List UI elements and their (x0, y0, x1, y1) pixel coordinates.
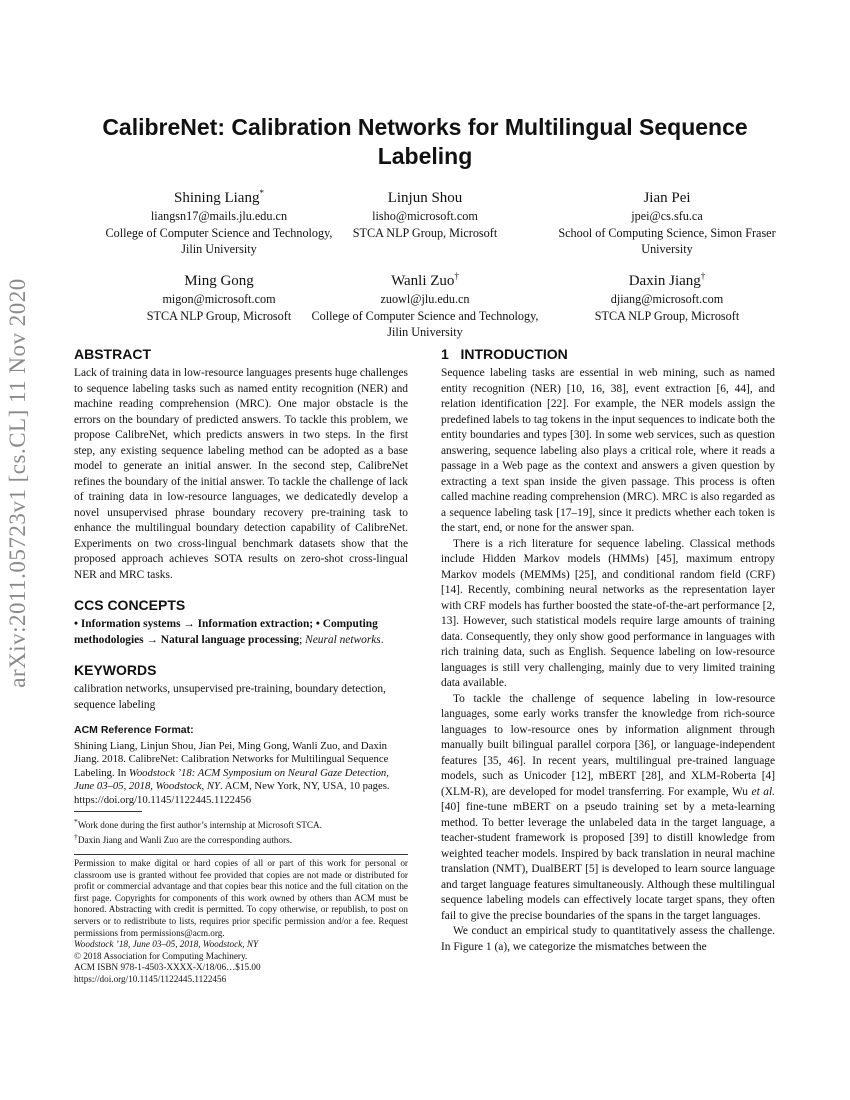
ccs-heading: CCS CONCEPTS (74, 597, 186, 613)
author-email[interactable]: djiang@microsoft.com (610, 292, 724, 306)
author-affiliation: College of Computer Science and Technology, Jilin University (311, 308, 539, 339)
footnote: *Work done during the first author’s internship at Microsoft STCA. (74, 817, 322, 831)
acm-ref-venue: Woodstock ’18: ACM Symposium on Neural Gaze Detection, June 03–05, 2018, Woodstock, NY (74, 766, 389, 792)
permission-rule (74, 854, 408, 855)
author-block (305, 183, 545, 241)
author-block (99, 266, 339, 324)
left-column (74, 345, 408, 807)
ccs-separator: ; • Computing (309, 618, 378, 630)
permission-isbn: ACM ISBN 978-1-4503-XXXX-X/18/06…$15.00 (74, 962, 261, 973)
permission-doi[interactable]: https://doi.org/10.1145/1122445.1122456 (74, 973, 227, 984)
right-column (441, 345, 775, 955)
author-name: Wanli Zuo (391, 273, 455, 289)
ccs-term: Natural language processing (160, 633, 300, 646)
author-block (547, 183, 787, 258)
author-email[interactable]: jpei@cs.sfu.ca (631, 209, 703, 223)
author-email[interactable]: migon@microsoft.com (162, 292, 276, 306)
ccs-term: Neural networks (305, 633, 381, 646)
author-name: Ming Gong (184, 273, 254, 289)
author-email[interactable]: lisho@microsoft.com (372, 209, 478, 223)
author-block (99, 183, 339, 258)
ccs-period: . (380, 633, 384, 646)
author-affiliation: STCA NLP Group, Microsoft (146, 308, 292, 323)
author-name: Linjun Shou (387, 190, 463, 206)
intro-paragraph: To tackle the challenge of sequence labeling in low-resource languages, some early works transfer the knowledge from rich-source languages to low-resource ones by information alignment through manually built bilingual parallel corpora [36], or language-independent features [35, 46]. In recent years, multilingual pre-trained language models, such as Unicoder [12], mBERT [28], and XLM-Roberta [4] (XLM-R), are developed for model transferring. For example, Wu et al. [40] fine-tune mBERT on a pseudo training set by a meta-learning method. To better leverage the unlabeled data in the target language, a teacher-student framework is proposed [39] to distill knowledge from weighted teacher models. Inspired by back translation in neural machine translation (NMT), DualBERT [5] is developed to learn source language and target language features simultaneously. Although these multilingual sequence labeling models can effectively locate target spans, they often fail to give the precise boundaries of the spans in the target languages. (441, 692, 776, 922)
acm-ref-heading: ACM Reference Format: (74, 724, 194, 736)
author-affiliation: College of Computer Science and Technology, Jilin University (105, 225, 333, 256)
author-mark: † (454, 271, 459, 281)
permission-copyright: © 2018 Association for Computing Machinery. (74, 950, 248, 961)
arrow-icon: → (183, 618, 195, 630)
acm-ref-part: Shining Liang, Linjun Shou, Jian Pei, Ming Gong, Wanli Zuo, and Daxin Jiang. 2018. CalibreNet: Calibration Networks for Multilingual Sequence Labeling. In (74, 739, 389, 779)
footnote: †Daxin Jiang and Wanli Zuo are the corresponding authors. (74, 832, 293, 846)
acm-ref-text (74, 740, 408, 808)
ccs-text (74, 617, 408, 648)
permission-text: Permission to make digital or hard copies of all or part of this work for personal or classroom use is granted without fee provided that copies are not made or distributed for profit or commercial advantage and that copies bear this notice and the full citation on the first page. Copyrights for components of this work owned by others than ACM must be honored. Abstracting with credit is permitted. To copy otherwise, or republish, to post on servers or to redistribute to lists, requires prior specific permission and/or a fee. Request permissions from permissions@acm.org. (74, 858, 408, 938)
keywords-text: calibration networks, unsupervised pre-training, boundary detection, sequence labeling (74, 683, 386, 711)
author-affiliation: STCA NLP Group, Microsoft (594, 308, 740, 323)
intro-paragraph: There is a rich literature for sequence labeling. Classical methods include Hidden Markov models (HMMs) [45], maximum entropy Markov models (MEMMs) [25], and conditional random field (CRF) [14]. Recently, combining neural networks as the representation layer with CRF models has further boosted the state-of-the-art performance [2, 13]. However, such statistical models require large amounts of training data. Consequently, they only show good performance in languages with rich training data, such as English. Sequence labeling on low-resource languages is still very challenging, mainly due to very limited training data available. (441, 537, 775, 689)
author-email[interactable]: liangsn17@mails.jlu.edu.cn (150, 209, 288, 223)
acm-ref-part: . ACM, New York, NY, USA, 10 pages. https://doi.org/10.1145/1122445.1122456 (74, 780, 390, 806)
author-affiliation: School of Computing Science, Simon Fraser University (558, 225, 776, 256)
permission-block (74, 858, 408, 986)
abstract-text: Lack of training data in low-resource languages presents huge challenges to sequence labeling tasks such as named entity recognition (NER) and machine reading comprehension (MRC). One major obstacle is the errors on the boundary of predicted answers. To tackle this problem, we propose CalibreNet, which predicts answers in two steps. In the first step, any existing sequence labeling method can be adopted as a base model to generate an initial answer. In the second step, CalibreNet refines the boundary of the initial answer. To tackle the challenge of lack of training data in low-resource languages, we dedicatedly develop a novel unsupervised phrase boundary recovery pre-training task to enhance the multilingual boundary detection capability of CalibreNet. Experiments on two cross-lingual benchmark datasets show that the proposed approach achieves SOTA results on zero-shot cross-lingual NER and MRC tasks. (74, 367, 408, 581)
intro-paragraph: Sequence labeling tasks are essential in web mining, such as named entity recognition (NER) [10, 16, 38], event extraction [6, 44], and relation identification [22]. For example, the NER models assign the predefined labels to tag tokens in the input sequences to indicate both the entity boundaries and types [30]. In some web services, such as question answering, sequence labeling also plays a critical role, where it reads a passage in a Web page as the context and answers a given question by extracting a text span inside the given passage. This process is often called machine reading comprehension (MRC). MRC is also regarded as a sequence labeling task [17–19], since it predicts whether each token is the start, end, or none for the answer span. (441, 367, 775, 534)
footnote-rule (74, 811, 142, 812)
footnotes (74, 816, 408, 846)
author-name: Daxin Jiang (628, 273, 701, 289)
author-affiliation: STCA NLP Group, Microsoft (352, 225, 498, 240)
keywords-heading: KEYWORDS (74, 662, 157, 678)
author-email[interactable]: zuowl@jlu.edu.cn (380, 292, 470, 306)
permission-conf: Woodstock ’18, June 03–05, 2018, Woodstock, NY (74, 939, 259, 950)
author-block (305, 266, 545, 341)
intro-paragraph: We conduct an empirical study to quantitatively assess the challenge. In Figure 1 (a), we categorize the mismatches between the (441, 925, 775, 953)
ccs-term: methodologies (74, 633, 144, 646)
abstract-heading: ABSTRACT (74, 346, 151, 362)
arrow-icon: → (146, 633, 158, 646)
author-mark: † (700, 271, 706, 281)
author-name: Shining Liang (174, 190, 260, 206)
author-mark: * (259, 188, 264, 198)
ccs-term: • Information systems (74, 618, 181, 630)
ccs-separator: ; (299, 633, 306, 646)
intro-heading: 1 INTRODUCTION (441, 346, 568, 362)
author-block (547, 266, 787, 324)
author-name: Jian Pei (643, 190, 691, 206)
ccs-term: Information extraction (197, 618, 310, 630)
paper-title: CalibreNet: Calibration Networks for Multilingual Sequence Labeling (102, 114, 748, 169)
arxiv-side-label: arXiv:2011.05723v1 [cs.CL] 11 Nov 2020 (5, 278, 30, 688)
